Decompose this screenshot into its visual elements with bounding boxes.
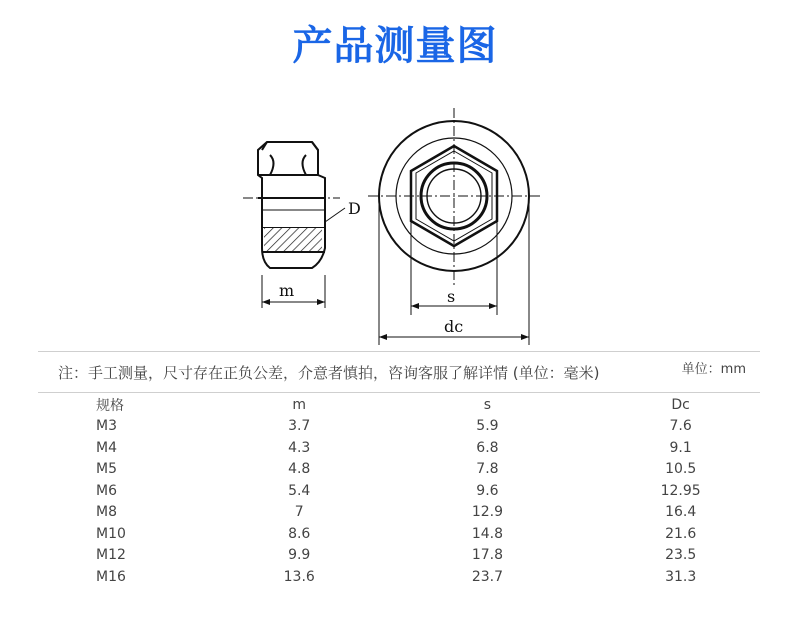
cell-s: 6.8 <box>476 439 499 456</box>
cell-dc: 23.5 <box>665 547 697 564</box>
header-dc: Dc <box>671 396 690 413</box>
header-spec: 规格 <box>96 397 124 414</box>
cell-m: 9.9 <box>288 547 311 564</box>
table-row <box>38 523 760 545</box>
header-s: s <box>483 396 492 413</box>
label-s: s <box>447 287 456 306</box>
cell-spec: M8 <box>96 504 117 521</box>
cell-s: 7.8 <box>476 461 499 478</box>
cell-spec: M16 <box>96 568 126 585</box>
spec-table <box>38 394 760 588</box>
side-view <box>258 142 345 308</box>
cell-dc: 9.1 <box>669 439 692 456</box>
cell-m: 7 <box>294 504 304 521</box>
cell-spec: M5 <box>96 461 117 478</box>
table-row <box>38 545 760 567</box>
table-row <box>38 459 760 481</box>
cell-spec: M3 <box>96 418 117 435</box>
cell-dc: 21.6 <box>665 525 697 542</box>
cell-s: 9.6 <box>476 482 499 499</box>
cell-s: 5.9 <box>476 418 499 435</box>
cell-s: 23.7 <box>471 568 504 585</box>
table-row <box>38 416 760 438</box>
cell-s: 17.8 <box>471 547 504 564</box>
cell-dc: 16.4 <box>665 504 697 521</box>
cell-m: 3.7 <box>288 418 311 435</box>
cell-spec: M4 <box>96 439 117 456</box>
unit-label: 单位：mm <box>681 362 746 377</box>
measurement-note: 注：手工测量，尺寸存在正负公差，介意者慎拍，咨询客服了解详情 (单位：毫米) <box>58 364 600 382</box>
cell-dc: 31.3 <box>665 568 697 585</box>
cell-spec: M6 <box>96 482 117 499</box>
cell-spec: M12 <box>96 547 126 564</box>
table-row <box>38 502 760 524</box>
label-m: m <box>279 281 295 300</box>
cell-spec: M10 <box>96 525 126 542</box>
table-row <box>38 480 760 502</box>
note-bar <box>38 351 760 393</box>
cell-dc: 7.6 <box>669 418 692 435</box>
cell-m: 4.3 <box>288 439 311 456</box>
cell-s: 14.8 <box>471 525 504 542</box>
cell-dc: 10.5 <box>665 461 697 478</box>
header-m: m <box>292 396 307 413</box>
label-dc: dc <box>444 317 464 336</box>
label-D: D <box>348 199 361 218</box>
table-row <box>38 566 760 588</box>
table-row <box>38 437 760 459</box>
page-title: 产品测量图 <box>292 23 498 69</box>
table-header-row <box>38 394 760 416</box>
cell-m: 4.8 <box>288 461 311 478</box>
cell-dc: 12.95 <box>660 482 701 499</box>
cell-s: 12.9 <box>471 504 504 521</box>
cell-m: 13.6 <box>283 568 315 585</box>
top-view <box>368 108 540 345</box>
cell-m: 8.6 <box>288 525 311 542</box>
cell-m: 5.4 <box>288 482 311 499</box>
